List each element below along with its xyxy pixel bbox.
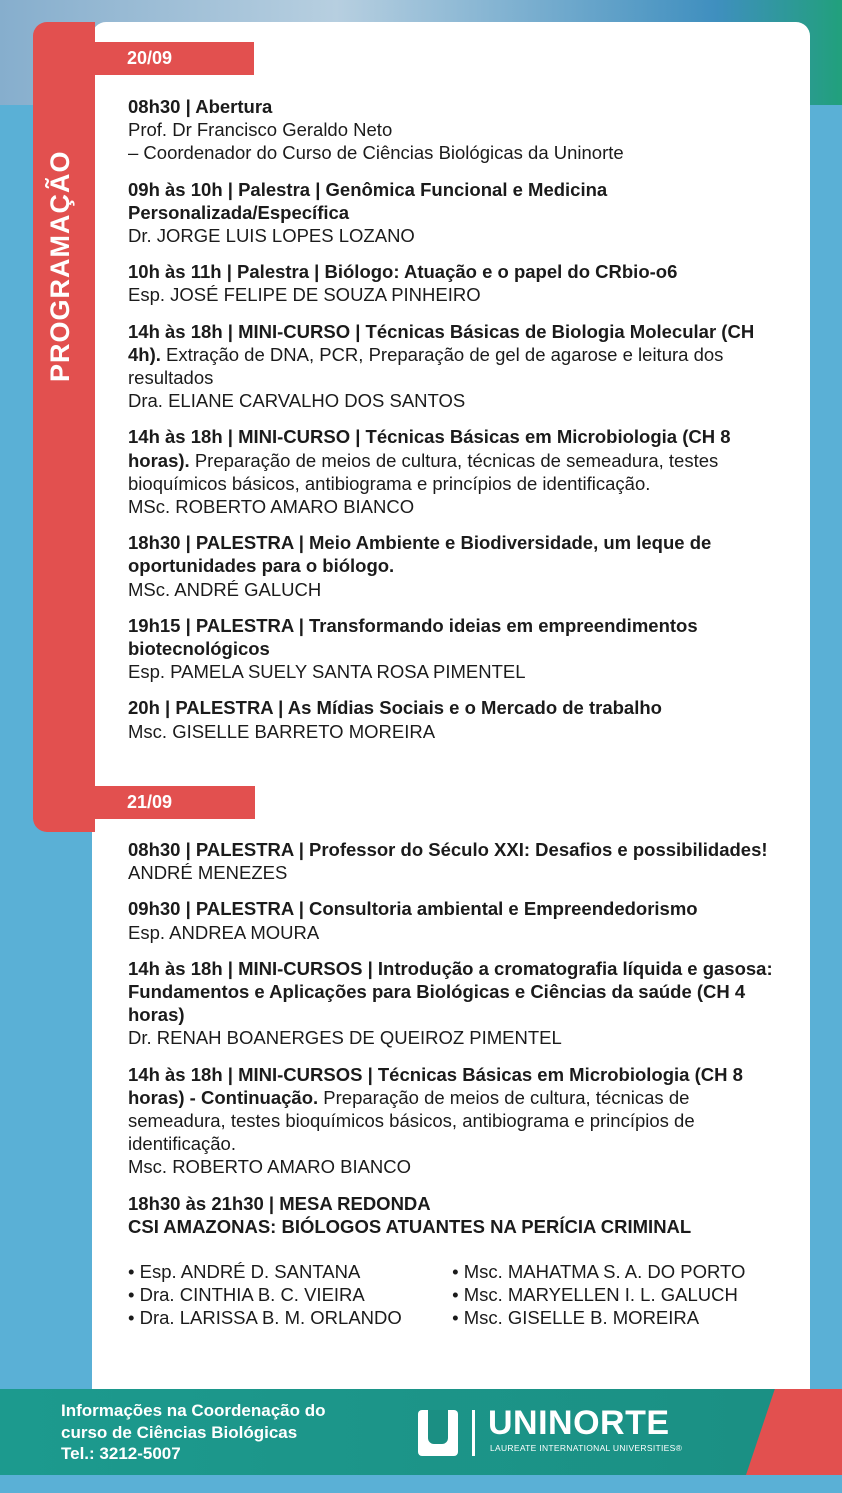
date-day2: 21/09 bbox=[33, 786, 255, 819]
item-description: Preparação de meios de cultura, técnicas de semeadura, testes bioquímicos básicos, antibiograma e princípios de identificação. bbox=[128, 1086, 695, 1155]
uninorte-logo-icon bbox=[418, 1410, 458, 1456]
schedule-item bbox=[128, 1063, 788, 1179]
schedule-item bbox=[128, 178, 788, 248]
schedule-item bbox=[128, 260, 788, 306]
panel-member: • Dra. LARISSA B. M. ORLANDO bbox=[128, 1307, 402, 1329]
item-title-2: CSI AMAZONAS: BIÓLOGOS ATUANTES NA PERÍCIA CRIMINAL bbox=[128, 1215, 692, 1237]
schedule-item bbox=[128, 897, 788, 943]
item-speaker: ANDRÉ MENEZES bbox=[128, 862, 288, 884]
item-description: Preparação de meios de cultura, técnicas de semeadura, testes bioquímicos básicos, antibiograma e princípios de identificação. bbox=[128, 449, 719, 494]
schedule-item bbox=[128, 320, 788, 413]
item-speaker: MSc. ROBERTO AMARO BIANCO bbox=[128, 496, 415, 518]
item-title: 18h30 às 21h30 | MESA REDONDA bbox=[128, 1192, 431, 1214]
day1-schedule bbox=[128, 95, 788, 756]
footer-line: curso de Ciências Biológicas bbox=[61, 1422, 298, 1442]
panel-member: • Esp. ANDRÉ D. SANTANA bbox=[128, 1261, 361, 1283]
item-speaker: Dr. JORGE LUIS LOPES LOZANO bbox=[128, 225, 415, 247]
item-speaker: Dr. RENAH BOANERGES DE QUEIROZ PIMENTEL bbox=[128, 1027, 562, 1049]
item-title: 09h às 10h | Palestra | Genômica Funcional e Medicina Personalizada/Específica bbox=[128, 178, 608, 223]
item-title: 10h às 11h | Palestra | Biólogo: Atuação e o papel do CRbio-o6 bbox=[128, 261, 678, 283]
schedule-item bbox=[128, 696, 788, 742]
panel-member: • Msc. GISELLE B. MOREIRA bbox=[452, 1307, 700, 1329]
logo-subtitle: LAUREATE INTERNATIONAL UNIVERSITIES® bbox=[490, 1443, 683, 1453]
item-title: 09h30 | PALESTRA | Consultoria ambiental e Empreendedorismo bbox=[128, 898, 698, 920]
logo-name: UNINORTE bbox=[488, 1404, 670, 1442]
schedule-item bbox=[128, 425, 788, 518]
footer-line: Tel.: 3212-5007 bbox=[61, 1444, 181, 1463]
bottom-strip bbox=[0, 1475, 842, 1493]
item-speaker: Esp. JOSÉ FELIPE DE SOUZA PINHEIRO bbox=[128, 284, 481, 306]
schedule-item bbox=[128, 531, 788, 601]
panel-column bbox=[128, 1260, 452, 1330]
item-speaker: Prof. Dr Francisco Geraldo Neto bbox=[128, 119, 393, 141]
schedule-item bbox=[128, 95, 788, 165]
footer-accent bbox=[746, 1389, 842, 1475]
schedule-item bbox=[128, 957, 788, 1050]
footer-line: Informações na Coordenação do bbox=[61, 1401, 326, 1420]
day2-schedule bbox=[128, 838, 788, 1330]
panel-members bbox=[128, 1260, 788, 1330]
panel-member: • Msc. MAHATMA S. A. DO PORTO bbox=[452, 1261, 746, 1283]
item-title: 19h15 | PALESTRA | Transformando ideias em empreendimentos biotecnológicos bbox=[128, 614, 698, 660]
item-title: 08h30 | PALESTRA | Professor do Século XXI: Desafios e possibilidades! bbox=[128, 839, 768, 860]
item-title: 08h30 | Abertura bbox=[128, 96, 273, 117]
program-label: PROGRAMAÇÃO bbox=[45, 150, 75, 382]
item-speaker: Esp. ANDREA MOURA bbox=[128, 921, 320, 943]
date-day1: 20/09 bbox=[92, 42, 254, 75]
schedule-item bbox=[128, 838, 788, 884]
item-title: 14h às 18h | MINI-CURSOS | Introdução a cromatografia líquida e gasosa: Fundamentos e Aplicações para Biológicas e Ciências da saúde (CH 4 horas) bbox=[128, 957, 773, 1026]
panel-member: • Msc. MARYELLEN I. L. GALUCH bbox=[452, 1284, 738, 1306]
item-title: 20h | PALESTRA | As Mídias Sociais e o Mercado de trabalho bbox=[128, 697, 662, 719]
item-speaker: MSc. ANDRÉ GALUCH bbox=[128, 578, 322, 600]
schedule-item bbox=[128, 1192, 788, 1238]
item-title: 14h às 18h | MINI-CURSO | Técnicas Básicas em Microbiologia (CH 8 horas). bbox=[128, 426, 731, 471]
item-speaker: Msc. ROBERTO AMARO BIANCO bbox=[128, 1156, 412, 1178]
item-speaker: Esp. PAMELA SUELY SANTA ROSA PIMENTEL bbox=[128, 661, 526, 683]
logo-divider bbox=[472, 1410, 475, 1456]
item-title: 18h30 | PALESTRA | Meio Ambiente e Biodiversidade, um leque de oportunidades para o biólogo. bbox=[128, 532, 712, 577]
panel-member: • Dra. CINTHIA B. C. VIEIRA bbox=[128, 1284, 365, 1306]
item-speaker: Dra. ELIANE CARVALHO DOS SANTOS bbox=[128, 390, 466, 412]
footer-contact bbox=[61, 1400, 326, 1465]
item-speaker: Msc. GISELLE BARRETO MOREIRA bbox=[128, 720, 436, 742]
item-title: 14h às 18h | MINI-CURSOS | Técnicas Básicas em Microbiologia (CH 8 horas) - Continuação. bbox=[128, 1063, 743, 1108]
schedule-item bbox=[128, 614, 788, 684]
item-title: 14h às 18h | MINI-CURSO | Técnicas Básicas de Biologia Molecular (CH 4h). bbox=[128, 320, 755, 365]
item-description: Extração de DNA, PCR, Preparação de gel de agarose e leitura dos resultados bbox=[128, 343, 724, 389]
item-speaker: – Coordenador do Curso de Ciências Biológicas da Uninorte bbox=[128, 142, 624, 164]
panel-column bbox=[452, 1260, 788, 1330]
